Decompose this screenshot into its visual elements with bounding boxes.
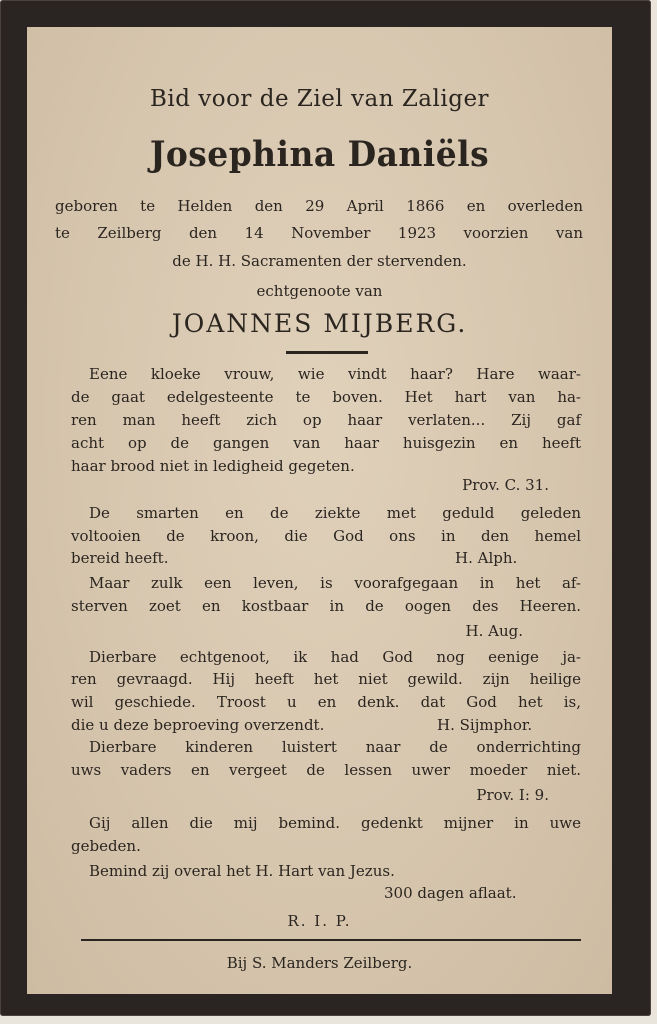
birth-line-2: te Zeilberg den 14 November 1923 voorzien van (55, 224, 583, 242)
prayer-card-paper (27, 27, 612, 994)
verse3-line-2: sterven zoet en kostbaar in de oogen des Heeren. (71, 597, 581, 615)
verse1-line-3: ren man heeft zich op haar verlaten... Zij gaf (71, 411, 581, 429)
birth-line-3: de H. H. Sacramenten der stervenden. (172, 252, 467, 270)
indulgence-line: 300 dagen aflaat. (384, 884, 517, 902)
verse3-line-1: Maar zulk een leven, is voorafgegaan in het af- (89, 574, 581, 592)
verse6-line-2: gebeden. (71, 837, 141, 855)
verse4-line-2: ren gevraagd. Hij heeft het niet gewild. zijn heilige (71, 670, 581, 688)
spouse-name: JOANNES MIJBERG. (171, 309, 468, 338)
prayer-line: Bemind zij overal het H. Hart van Jezus. (89, 862, 395, 880)
verse5-source: Prov. I: 9. (476, 786, 549, 804)
verse4-line-1: Dierbare echtgenoot, ik had God nog eenige ja- (89, 648, 581, 666)
deceased-name: Josephina Daniëls (149, 134, 490, 175)
verse3-source: H. Aug. (465, 622, 523, 640)
verse1-source: Prov. C. 31. (462, 476, 549, 494)
long-divider (81, 939, 581, 941)
verse1-line-2: de gaat edelgesteente te boven. Het hart van ha- (71, 388, 581, 406)
verse5-line-1: Dierbare kinderen luistert naar de onderrichting (89, 738, 581, 756)
verse2-line-1: De smarten en de ziekte met geduld geleden (89, 504, 581, 522)
verse4-source: H. Sijmphor. (437, 716, 533, 734)
verse2-line-3: bereid heeft. (71, 549, 169, 567)
rip-text: R. I. P. (287, 912, 352, 930)
birth-line-1: geboren te Helden den 29 April 1866 en overleden (55, 197, 583, 215)
verse2-source: H. Alph. (455, 549, 518, 567)
verse1-line-4: acht op de gangen van haar huisgezin en heeft (71, 434, 581, 452)
verse2-line-2: voltooien de kroon, die God ons in den hemel (71, 527, 581, 545)
verse6-line-1: Gij allen die mij bemind. gedenkt mijner in uwe (89, 814, 581, 832)
verse1-line-1: Eene kloeke vrouw, wie vindt haar? Hare waar- (89, 365, 581, 383)
card-heading: Bid voor de Ziel van Zaliger (149, 86, 490, 112)
verse4-line-4: die u deze beproeving overzendt. (71, 716, 325, 734)
verse1-line-5: haar brood niet in ledigheid gegeten. (71, 457, 355, 475)
verse4-line-3: wil geschiede. Troost u en denk. dat God het is, (71, 693, 581, 711)
verse5-line-2: uws vaders en vergeet de lessen uwer moeder niet. (71, 761, 581, 779)
spouse-intro: echtgenoote van (256, 282, 383, 300)
short-divider (286, 351, 368, 354)
printer-credit: Bij S. Manders Zeilberg. (226, 954, 413, 972)
